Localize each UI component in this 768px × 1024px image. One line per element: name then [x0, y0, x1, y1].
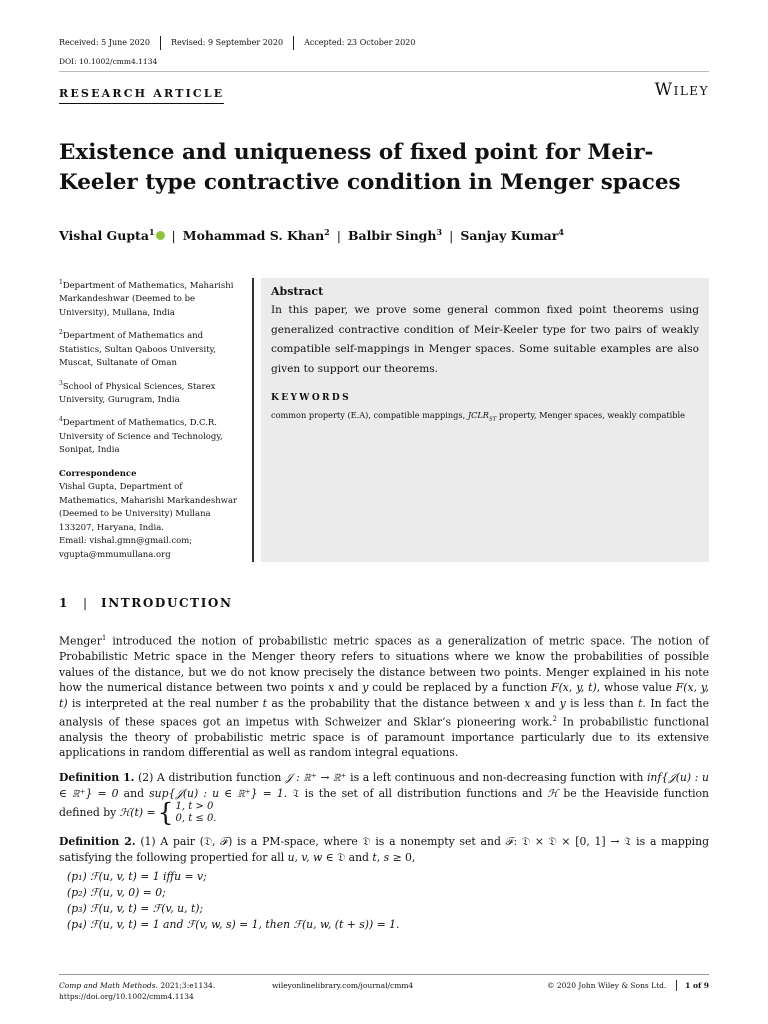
received-date: Received: 5 June 2020	[59, 38, 150, 47]
author[interactable]: Sanjay Kumar$^4$	[460, 227, 564, 244]
keywords-list: common property (E.A), compatible mappings, $JCLR_{ST}$ property, Menger spaces, weakly compatible	[271, 410, 685, 423]
author[interactable]: Vishal Gupta$^1$	[59, 227, 155, 244]
definition-2: Definition 2. (1) A pair (𝔇, ℱ) is a PM-space, where 𝔇 is a nonempty set and ℱ: 𝔇 × 𝔇 × [0, 1] → 𝔗 is a mapping satisfying the following propertied for all u, v, w ∈ 𝔇 and t, s ≥ 0,	[59, 835, 709, 864]
footer-divider	[59, 974, 709, 975]
author-separator: |	[449, 227, 454, 243]
author[interactable]: Mohammad S. Khan$^2$	[182, 227, 330, 244]
author[interactable]: Balbir Singh$^3$	[347, 227, 443, 244]
footer-doi-link[interactable]: https://doi.org/10.1002/cmm4.1134	[59, 992, 194, 1001]
correspondence-text: Vishal Gupta, Department of Mathematics, Maharishi Markandeshwar (Deemed to be University) Mullana 133207, Haryana, India.	[59, 482, 238, 533]
body-text	[59, 631, 709, 933]
property-item: (p₃) ℱ(u, v, t) = ℱ(v, u, t);	[67, 901, 204, 915]
article-type: RESEARCH ARTICLE	[59, 87, 224, 104]
correspondence-heading: Correspondence	[59, 468, 137, 479]
keywords-heading: KEYWORDS	[271, 393, 352, 403]
section-number: 1	[59, 596, 69, 610]
paper-title: Existence and uniqueness of fixed point for Meir-Keeler type contractive condition in Menger spaces	[59, 140, 681, 195]
affiliation: $^1$Department of Mathematics, Maharishi Markandeshwar (Deemed to be University), Mullana, India	[59, 279, 234, 318]
property-item: (p₄) ℱ(u, v, t) = 1 and ℱ(v, w, s) = 1, then ℱ(u, w, (t + s)) = 1.	[67, 917, 400, 931]
footer-citation: Comp and Math Methods. 2021;3:e1134. https://doi.org/10.1002/cmm4.1134	[59, 981, 216, 1001]
header-divider	[59, 71, 709, 72]
orcid-icon[interactable]	[156, 231, 165, 240]
property-item: (p₂) ℱ(u, v, 0) = 0;	[67, 886, 166, 900]
section-separator: |	[82, 596, 87, 610]
author-separator: |	[171, 227, 176, 243]
abstract-box	[261, 278, 709, 562]
section-title: INTRODUCTION	[101, 596, 233, 610]
definition-1: Definition 1. (2) A distribution function 𝒥 : ℝ⁺ → ℝ⁺ is a left continuous and non-decreasing function with inf{𝒥(u) : u ∈ ℝ⁺} = 0 and sup{𝒥(u) : u ∈ ℝ⁺} = 1. 𝔗 is the set of all distribution functions and ℋ be the Heaviside function defined by ℋ(t) = { 1, t > 0 0, t ≤ 0.	[59, 770, 709, 828]
article-dates	[59, 36, 425, 50]
abstract-text: In this paper, we prove some general common fixed point theorems using generalized contractive condition of Meir-Keeler type for two pairs of weakly compatible self-mappings in Menger spaces. Some suitable examples are also given to support our theorems.	[271, 304, 699, 375]
property-item: (p₁) ℱ(u, v, t) = 1 iffu = v;	[67, 870, 207, 884]
footer-site-link[interactable]: wileyonlinelibrary.com/journal/cmm4	[272, 981, 414, 990]
correspondence-email[interactable]: vgupta@mmumullana.org	[59, 549, 171, 560]
affiliations-column	[59, 276, 239, 562]
doi: DOI: 10.1002/cmm4.1134	[59, 57, 158, 66]
revised-date: Revised: 9 September 2020	[160, 36, 293, 50]
affiliation: $^3$School of Physical Sciences, Starex University, Gurugram, India	[59, 379, 216, 405]
author-list	[59, 227, 564, 243]
accepted-date: Accepted: 23 October 2020	[293, 36, 425, 50]
abstract-heading: Abstract	[271, 285, 324, 298]
affiliation: $^2$Department of Mathematics and Statistics, Sultan Qaboos University, Muscat, Sultanate of Oman	[59, 329, 217, 369]
abstract-rule	[252, 278, 254, 562]
author-separator: |	[336, 227, 341, 243]
correspondence-email[interactable]: Email: vishal.gmn@gmail.com;	[59, 536, 193, 547]
affiliation: $^4$Department of Mathematics, D.C.R. University of Science and Technology, Sonipat, India	[59, 416, 223, 456]
publisher-logo: Wiley	[654, 80, 709, 100]
property-list	[67, 869, 709, 932]
footer-copyright: © 2020 John Wiley & Sons Ltd.	[547, 981, 667, 990]
piecewise-function: { 1, t > 0 0, t ≤ 0.	[157, 798, 217, 828]
intro-paragraph: Menger$^1$ introduced the notion of probabilistic metric spaces as a generalization of metric space. The notion of Probabilistic Metric space in the Menger theory refers to situations where we know the probabilities of possible values of the distance, but we do not know precisely the distance between two points. Menger explained in his note how the numerical distance between two points x and y could be replaced by a function F(x, y, t), whose value F(x, y, t) is interpreted at the real number t as the probability that the distance between x and y is less than t. In fact the analysis of these spaces got an impetus with Schweizer and Sklar’s pioneering work.$^2$ In probabilistic functional analysis the theory of probabilistic metric space is of paramount importance particularly due to its extensive applications in random differential as well as random integral equations.	[59, 634, 709, 760]
section-heading	[59, 596, 233, 610]
page-number: 1 of 9	[676, 980, 709, 991]
